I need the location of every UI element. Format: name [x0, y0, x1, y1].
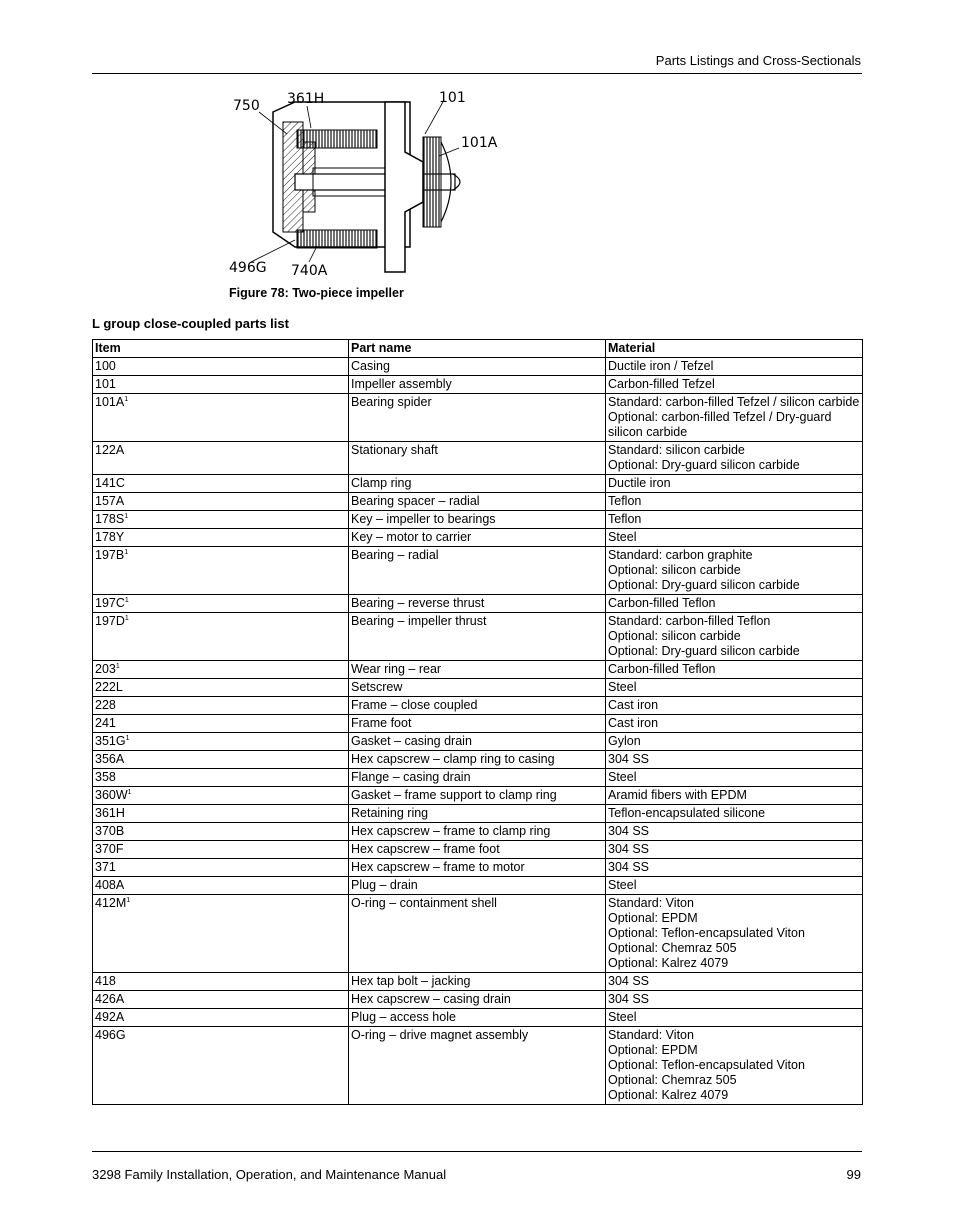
item-number: 178Y — [95, 530, 125, 544]
table-row — [93, 991, 863, 1009]
material-line: Optional: silicon carbide — [608, 629, 741, 643]
material-cell — [606, 547, 863, 595]
table-row — [93, 859, 863, 877]
footer-manual-title: 3298 Family Installation, Operation, and Maintenance Manual — [92, 1167, 447, 1182]
section-title: L group close-coupled parts list — [92, 316, 289, 331]
item-cell — [93, 697, 349, 715]
running-header: Parts Listings and Cross-Sectionals — [655, 53, 861, 68]
material-cell — [606, 1027, 863, 1105]
material-line: Optional: EPDM — [608, 911, 698, 925]
item-cell — [93, 394, 349, 442]
footer-page-number: 99 — [846, 1167, 861, 1182]
table-row — [93, 751, 863, 769]
item-cell — [93, 376, 349, 394]
part-name-cell: Gasket – casing drain — [349, 733, 606, 751]
table-row — [93, 895, 863, 973]
part-name-cell: Clamp ring — [349, 475, 606, 493]
material-cell — [606, 991, 863, 1009]
material-line: Optional: carbon-filled Tefzel / Dry-guard silicon carbide — [608, 410, 832, 439]
item-number: 358 — [95, 770, 116, 784]
item-cell — [93, 1027, 349, 1105]
item-cell — [93, 733, 349, 751]
table-header-row — [93, 340, 863, 358]
item-number: 361H — [95, 806, 125, 820]
material-line: Optional: Chemraz 505 — [608, 1073, 737, 1087]
item-number: 228 — [95, 698, 116, 712]
item-cell — [93, 493, 349, 511]
part-name-cell: Bearing spacer – radial — [349, 493, 606, 511]
material-line: Aramid fibers with EPDM — [608, 788, 747, 802]
material-cell — [606, 475, 863, 493]
item-number: 101A — [95, 395, 125, 409]
part-name-cell: Key – motor to carrier — [349, 529, 606, 547]
item-number: 418 — [95, 974, 116, 988]
table-row — [93, 733, 863, 751]
material-cell — [606, 661, 863, 679]
item-cell — [93, 358, 349, 376]
item-cell — [93, 715, 349, 733]
material-line: 304 SS — [608, 824, 650, 838]
item-number: 241 — [95, 716, 116, 730]
item-number: 101 — [95, 377, 116, 391]
figure-caption: Figure 78: Two-piece impeller — [229, 286, 404, 300]
header-rule — [92, 73, 862, 74]
part-name-cell: Casing — [349, 358, 606, 376]
material-line: Optional: Dry-guard silicon carbide — [608, 578, 800, 592]
part-name-cell: Bearing spider — [349, 394, 606, 442]
material-cell — [606, 805, 863, 823]
item-number: 203 — [95, 662, 116, 676]
footnote-marker: 1 — [127, 788, 132, 796]
material-cell — [606, 841, 863, 859]
item-cell — [93, 805, 349, 823]
item-cell — [93, 787, 349, 805]
item-cell — [93, 823, 349, 841]
material-line: Standard: silicon carbide — [608, 443, 745, 457]
item-number: 426A — [95, 992, 125, 1006]
footnote-marker: 1 — [115, 662, 120, 670]
column-header-part-name: Part name — [349, 340, 606, 358]
table-row — [93, 697, 863, 715]
material-line: Carbon-filled Teflon — [608, 662, 716, 676]
material-line: Teflon-encapsulated silicone — [608, 806, 766, 820]
table-row — [93, 805, 863, 823]
material-line: Steel — [608, 770, 637, 784]
item-cell — [93, 595, 349, 613]
item-number: 356A — [95, 752, 125, 766]
part-name-cell: O-ring – containment shell — [349, 895, 606, 973]
item-number: 141C — [95, 476, 125, 490]
material-cell — [606, 769, 863, 787]
item-number: 351G — [95, 734, 126, 748]
material-line: 304 SS — [608, 974, 650, 988]
part-name-cell: Bearing – reverse thrust — [349, 595, 606, 613]
item-number: 412M — [95, 896, 127, 910]
material-cell — [606, 697, 863, 715]
item-cell — [93, 679, 349, 697]
callout-750: 750 — [233, 98, 260, 114]
item-number: 370F — [95, 842, 124, 856]
material-cell — [606, 493, 863, 511]
material-cell — [606, 895, 863, 973]
part-name-cell: Bearing – impeller thrust — [349, 613, 606, 661]
part-name-cell: O-ring – drive magnet assembly — [349, 1027, 606, 1105]
material-line: Optional: Dry-guard silicon carbide — [608, 458, 800, 472]
material-cell — [606, 376, 863, 394]
material-cell — [606, 787, 863, 805]
table-row — [93, 877, 863, 895]
material-cell — [606, 1009, 863, 1027]
material-line: Carbon-filled Tefzel — [608, 377, 715, 391]
footer-rule — [92, 1151, 862, 1152]
material-line: Optional: Kalrez 4079 — [608, 1088, 729, 1102]
part-name-cell: Flange – casing drain — [349, 769, 606, 787]
table-row — [93, 595, 863, 613]
callout-101: 101 — [439, 90, 466, 106]
part-name-cell: Setscrew — [349, 679, 606, 697]
material-line: 304 SS — [608, 752, 650, 766]
material-line: Steel — [608, 680, 637, 694]
material-line: Teflon — [608, 494, 642, 508]
item-number: 360W — [95, 788, 128, 802]
item-number: 197C — [95, 596, 125, 610]
footnote-marker: 1 — [124, 512, 129, 520]
table-row — [93, 475, 863, 493]
parts-table-body — [93, 358, 863, 1105]
item-cell — [93, 973, 349, 991]
item-cell — [93, 859, 349, 877]
material-line: Standard: carbon-filled Tefzel / silicon carbide — [608, 395, 860, 409]
footnote-marker: 1 — [124, 614, 129, 622]
material-cell — [606, 394, 863, 442]
material-line: Carbon-filled Teflon — [608, 596, 716, 610]
item-cell — [93, 613, 349, 661]
table-row — [93, 493, 863, 511]
table-row — [93, 823, 863, 841]
material-cell — [606, 511, 863, 529]
part-name-cell: Hex capscrew – frame foot — [349, 841, 606, 859]
material-line: Optional: Dry-guard silicon carbide — [608, 644, 800, 658]
item-number: 100 — [95, 359, 116, 373]
item-cell — [93, 547, 349, 595]
item-number: 492A — [95, 1010, 125, 1024]
material-line: Optional: silicon carbide — [608, 563, 741, 577]
part-name-cell: Plug – access hole — [349, 1009, 606, 1027]
callout-101a: 101A — [461, 135, 498, 151]
item-number: 370B — [95, 824, 125, 838]
footnote-marker: 1 — [124, 596, 129, 604]
item-cell — [93, 661, 349, 679]
material-line: Optional: Teflon-encapsulated Viton — [608, 1058, 805, 1072]
column-header-material: Material — [606, 340, 863, 358]
item-number: 222L — [95, 680, 123, 694]
material-cell — [606, 973, 863, 991]
part-name-cell: Retaining ring — [349, 805, 606, 823]
table-row — [93, 511, 863, 529]
item-cell — [93, 841, 349, 859]
table-row — [93, 679, 863, 697]
table-row — [93, 787, 863, 805]
material-cell — [606, 877, 863, 895]
part-name-cell: Key – impeller to bearings — [349, 511, 606, 529]
impeller-cross-section-figure — [225, 82, 515, 278]
material-line: Steel — [608, 878, 637, 892]
item-number: 371 — [95, 860, 116, 874]
callout-740a: 740A — [291, 263, 328, 278]
magnet-bottom — [297, 230, 377, 248]
material-cell — [606, 529, 863, 547]
material-cell — [606, 715, 863, 733]
material-cell — [606, 442, 863, 475]
material-line: Standard: Viton — [608, 1028, 694, 1042]
material-line: Optional: Teflon-encapsulated Viton — [608, 926, 805, 940]
material-line: Steel — [608, 530, 637, 544]
material-cell — [606, 823, 863, 841]
material-line: Ductile iron — [608, 476, 671, 490]
material-cell — [606, 613, 863, 661]
magnet-top — [297, 130, 377, 148]
footnote-marker: 1 — [124, 548, 129, 556]
material-cell — [606, 751, 863, 769]
part-name-cell: Bearing – radial — [349, 547, 606, 595]
material-cell — [606, 679, 863, 697]
item-number: 197B — [95, 548, 125, 562]
item-cell — [93, 877, 349, 895]
material-line: 304 SS — [608, 860, 650, 874]
footnote-marker: 1 — [124, 395, 129, 403]
item-cell — [93, 442, 349, 475]
material-line: Optional: Chemraz 505 — [608, 941, 737, 955]
material-cell — [606, 595, 863, 613]
part-name-cell: Stationary shaft — [349, 442, 606, 475]
table-row — [93, 715, 863, 733]
table-row — [93, 613, 863, 661]
callout-496g: 496G — [229, 260, 267, 276]
item-number: 178S — [95, 512, 125, 526]
item-number: 496G — [95, 1028, 126, 1042]
material-line: Optional: EPDM — [608, 1043, 698, 1057]
table-row — [93, 529, 863, 547]
table-row — [93, 1009, 863, 1027]
item-cell — [93, 1009, 349, 1027]
material-line: Teflon — [608, 512, 642, 526]
item-cell — [93, 751, 349, 769]
part-name-cell: Wear ring – rear — [349, 661, 606, 679]
impeller — [385, 102, 423, 272]
part-name-cell: Plug – drain — [349, 877, 606, 895]
column-header-item: Item — [93, 340, 349, 358]
material-cell — [606, 358, 863, 376]
part-name-cell: Hex capscrew – frame to motor — [349, 859, 606, 877]
part-name-cell: Frame – close coupled — [349, 697, 606, 715]
part-name-cell: Hex capscrew – casing drain — [349, 991, 606, 1009]
bearing-spider — [423, 137, 441, 227]
material-line: Standard: Viton — [608, 896, 694, 910]
material-line: Cast iron — [608, 716, 659, 730]
material-line: 304 SS — [608, 842, 650, 856]
table-row — [93, 1027, 863, 1105]
material-line: Standard: carbon-filled Teflon — [608, 614, 771, 628]
part-name-cell: Hex tap bolt – jacking — [349, 973, 606, 991]
material-line: Ductile iron / Tefzel — [608, 359, 714, 373]
item-number: 157A — [95, 494, 125, 508]
item-number: 122A — [95, 443, 125, 457]
callout-361h: 361H — [287, 91, 325, 107]
item-number: 197D — [95, 614, 125, 628]
table-row — [93, 973, 863, 991]
table-row — [93, 358, 863, 376]
material-cell — [606, 859, 863, 877]
footnote-marker: 1 — [126, 896, 131, 904]
table-row — [93, 376, 863, 394]
item-cell — [93, 511, 349, 529]
part-name-cell: Gasket – frame support to clamp ring — [349, 787, 606, 805]
material-cell — [606, 733, 863, 751]
part-name-cell: Hex capscrew – clamp ring to casing — [349, 751, 606, 769]
table-row — [93, 841, 863, 859]
footnote-marker: 1 — [125, 734, 130, 742]
table-row — [93, 442, 863, 475]
item-number: 408A — [95, 878, 125, 892]
part-name-cell: Frame foot — [349, 715, 606, 733]
material-line: Standard: carbon graphite — [608, 548, 753, 562]
item-cell — [93, 769, 349, 787]
table-row — [93, 769, 863, 787]
table-row — [93, 661, 863, 679]
item-cell — [93, 529, 349, 547]
table-row — [93, 547, 863, 595]
material-line: Steel — [608, 1010, 637, 1024]
material-line: Cast iron — [608, 698, 659, 712]
material-line: 304 SS — [608, 992, 650, 1006]
item-cell — [93, 895, 349, 973]
material-line: Optional: Kalrez 4079 — [608, 956, 729, 970]
parts-table — [92, 339, 863, 1105]
item-cell — [93, 991, 349, 1009]
material-line: Gylon — [608, 734, 641, 748]
part-name-cell: Hex capscrew – frame to clamp ring — [349, 823, 606, 841]
item-cell — [93, 475, 349, 493]
part-name-cell: Impeller assembly — [349, 376, 606, 394]
table-row — [93, 394, 863, 442]
